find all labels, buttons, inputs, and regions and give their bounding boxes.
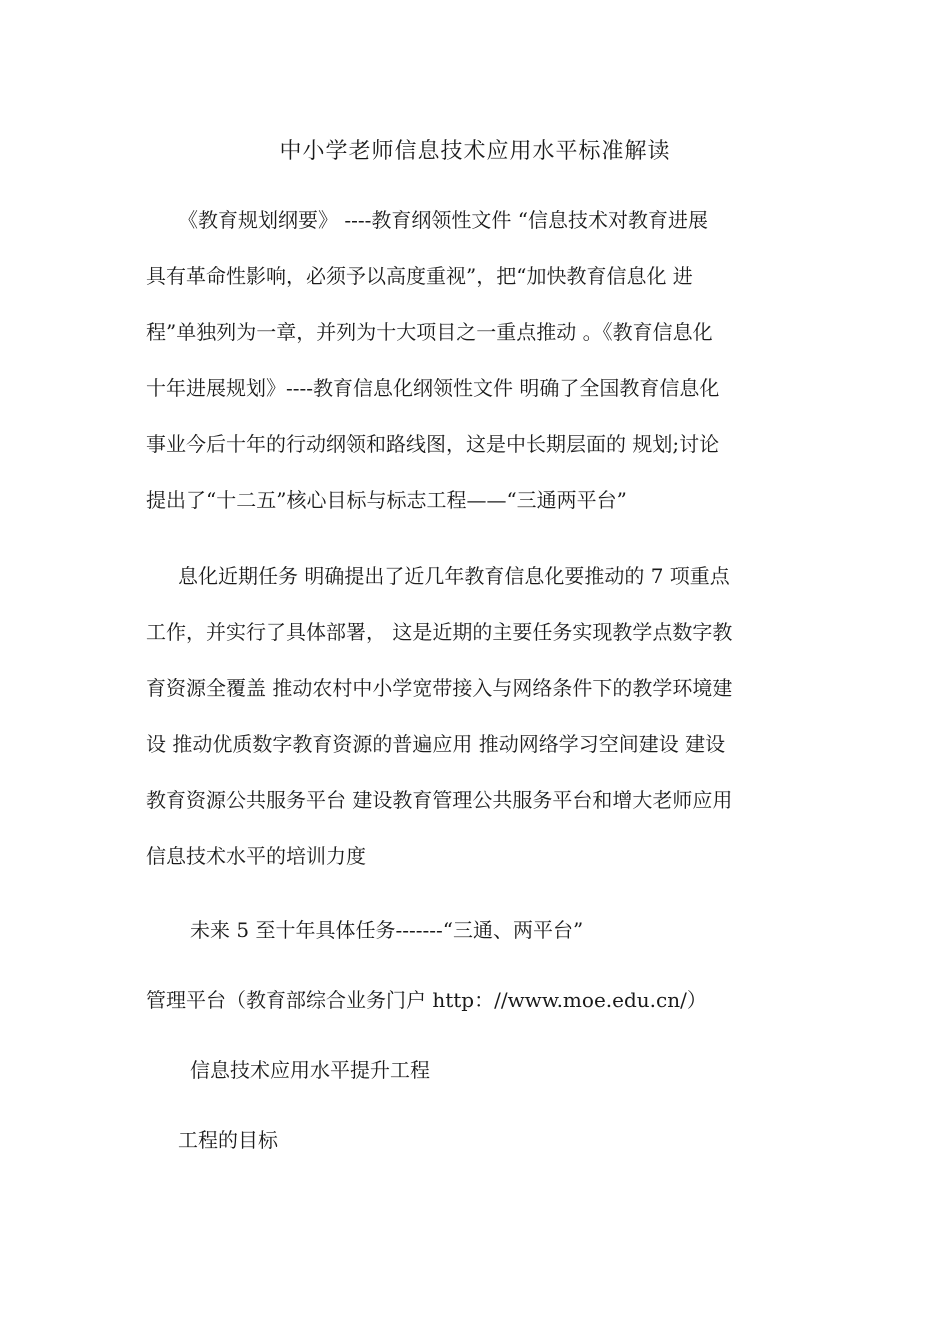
paragraph-line: 息化近期任务 明确提出了近几年教育信息化要推动的 7 项重点 [178,564,730,588]
project-goal-heading: 工程的目标 [178,1128,278,1152]
paragraph-line: 十年进展规划》----教育信息化纲领性文件 明确了全国教育信息化 [146,376,720,400]
paragraph-line: 设 推动优质数字教育资源的普遍应用 推动网络学习空间建设 建设 [146,732,726,756]
document-title: 中小学老师信息技术应用水平标准解读 [279,139,671,164]
paragraph-line: 具有革命性影响，必须予以高度重视”，把“加快教育信息化 进 [146,264,693,288]
paragraph-line: 程”单独列为一章，并列为十大项目之一重点推动 。《教育信息化 [146,320,713,344]
paragraph-line: 提出了“十二五”核心目标与标志工程——“三通两平台” [146,488,627,512]
paragraph-line: 《教育规划纲要》 ----教育纲领性文件 “信息技术对教育进展 [178,208,708,232]
management-platform-line: 管理平台（教育部综合业务门户 http：//www.moe.edu.cn/） [146,988,707,1012]
paragraph-education-plan [146,192,810,528]
paragraph-line: 事业今后十年的行动纲领和路线图，这是中长期层面的 规划;讨论 [146,432,720,456]
project-heading: 信息技术应用水平提升工程 [190,1058,430,1082]
paragraph-line: 信息技术水平的培训力度 [146,844,366,868]
future-tasks-line: 未来 5 至十年具体任务-------“三通、两平台” [190,918,584,942]
paragraph-line: 育资源全覆盖 推动农村中小学宽带接入与网络条件下的教学环境建 [146,676,733,700]
paragraph-line: 工作，并实行了具体部署， 这是近期的主要任务实现教学点数字教 [146,620,733,644]
paragraph-line: 教育资源公共服务平台 建设教育管理公共服务平台和增大老师应用 [146,788,733,812]
paragraph-near-term-tasks [146,548,810,884]
